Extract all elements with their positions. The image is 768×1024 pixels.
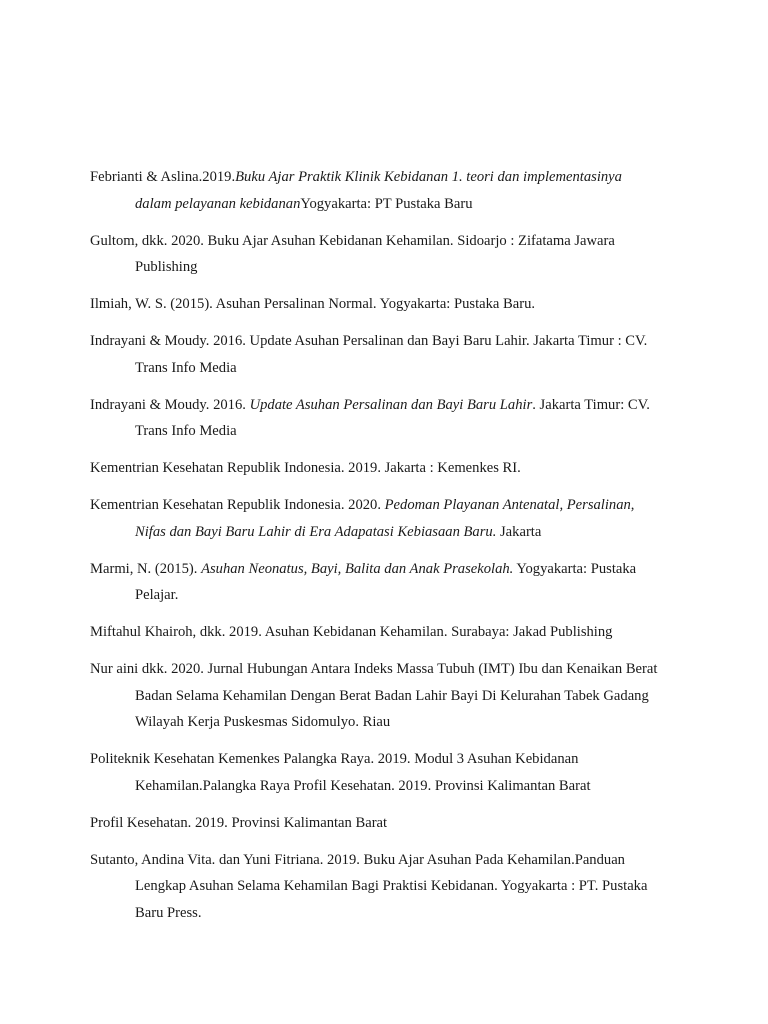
reference-entry — [90, 455, 690, 482]
reference-italic-text: dalam pelayanan kebidanan — [135, 195, 301, 212]
reference-entry — [90, 164, 690, 217]
reference-entry — [90, 656, 690, 736]
reference-continuation-line — [135, 709, 690, 736]
reference-entry — [90, 847, 690, 927]
reference-italic-text: Update Asuhan Persalinan dan Bayi Baru Lahir — [249, 396, 533, 413]
reference-continuation-line — [135, 900, 690, 927]
reference-entry — [90, 556, 690, 609]
reference-text: Indrayani & Moudy. 2016. — [90, 396, 250, 413]
reference-entry — [90, 746, 690, 799]
reference-first-line — [90, 619, 690, 646]
reference-continuation-line — [135, 582, 690, 609]
reference-first-line — [90, 392, 690, 419]
reference-first-line — [90, 492, 690, 519]
reference-first-line — [90, 291, 690, 318]
reference-italic-text: Nifas dan Bayi Baru Lahir di Era Adapatasi Kebiasaan Baru. — [135, 523, 497, 540]
reference-text: Miftahul Khairoh, dkk. 2019. Asuhan Kebidanan Kehamilan. Surabaya: Jakad Publishing — [90, 624, 613, 640]
reference-text: Kementrian Kesehatan Republik Indonesia. 2019. Jakarta : Kemenkes RI. — [90, 460, 521, 476]
reference-continuation-line — [135, 773, 690, 800]
reference-entry — [90, 492, 690, 545]
reference-text: Lengkap Asuhan Selama Kehamilan Bagi Praktisi Kebidanan. Yogyakarta : PT. Pustaka — [135, 878, 648, 894]
reference-text: . Jakarta Timur: CV. — [532, 396, 650, 413]
reference-text: Pelajar. — [135, 587, 179, 603]
reference-entry — [90, 810, 690, 837]
reference-text: Profil Kesehatan. 2019. Provinsi Kalimantan Barat — [90, 814, 388, 831]
reference-continuation-line — [135, 683, 690, 710]
reference-text: Baru Press. — [135, 904, 202, 921]
reference-continuation-line — [135, 191, 690, 218]
reference-text: Politeknik Kesehatan Kemenkes Palangka Raya. 2019. Modul 3 Asuhan Kebidanan — [90, 751, 579, 767]
reference-first-line — [90, 656, 690, 683]
reference-continuation-line — [135, 418, 690, 445]
reference-text: Trans Info Media — [135, 423, 237, 439]
reference-entry — [90, 392, 690, 445]
reference-first-line — [90, 164, 690, 191]
reference-continuation-line — [135, 254, 690, 281]
reference-text: Yogyakarta: Pustaka — [513, 560, 637, 577]
reference-first-line — [90, 328, 690, 355]
reference-text: Kehamilan.Palangka Raya Profil Kesehatan. 2019. Provinsi Kalimantan Barat — [135, 777, 591, 794]
reference-text: Trans Info Media — [135, 359, 237, 376]
reference-italic-text: Pedoman Playanan Antenatal, Persalinan, — [384, 497, 635, 513]
reference-entry — [90, 228, 690, 281]
reference-text: Publishing — [135, 259, 198, 275]
reference-text: Sutanto, Andina Vita. dan Yuni Fitriana. 2019. Buku Ajar Asuhan Pada Kehamilan.Panduan — [90, 851, 625, 868]
reference-italic-text: Buku Ajar Praktik Klinik Kebidanan 1. teori dan implementasinya — [235, 169, 622, 185]
reference-first-line — [90, 455, 690, 482]
reference-text: Wilayah Kerja Puskesmas Sidomulyo. Riau — [135, 714, 391, 730]
reference-text: Kementrian Kesehatan Republik Indonesia. 2020. — [90, 497, 385, 513]
reference-first-line — [90, 847, 690, 874]
reference-continuation-line — [135, 873, 690, 900]
reference-first-line — [90, 810, 690, 837]
reference-first-line — [90, 556, 690, 583]
reference-text: Badan Selama Kehamilan Dengan Berat Badan Lahir Bayi Di Kelurahan Tabek Gadang — [135, 687, 649, 704]
reference-entry — [90, 328, 690, 381]
reference-continuation-line — [135, 355, 690, 382]
reference-text: Febrianti & Aslina.2019. — [90, 169, 236, 185]
reference-italic-text: Asuhan Neonatus, Bayi, Balita dan Anak Prasekolah. — [201, 560, 514, 577]
reference-first-line — [90, 228, 690, 255]
reference-text: Indrayani & Moudy. 2016. Update Asuhan Persalinan dan Bayi Baru Lahir. Jakarta Timur : CV. — [90, 333, 648, 349]
reference-list — [90, 164, 690, 937]
reference-continuation-line — [135, 519, 690, 546]
reference-text: Marmi, N. (2015). — [90, 560, 202, 577]
reference-text: Jakarta — [496, 523, 542, 540]
reference-text: Nur aini dkk. 2020. Jurnal Hubungan Antara Indeks Massa Tubuh (IMT) Ibu dan Kenaikan Berat — [90, 661, 658, 677]
reference-entry — [90, 291, 690, 318]
reference-entry — [90, 619, 690, 646]
reference-text: Ilmiah, W. S. (2015). Asuhan Persalinan Normal. Yogyakarta: Pustaka Baru. — [90, 296, 536, 312]
reference-text: Yogyakarta: PT Pustaka Baru — [300, 195, 473, 212]
reference-text: Gultom, dkk. 2020. Buku Ajar Asuhan Kebidanan Kehamilan. Sidoarjo : Zifatama Jawara — [90, 232, 615, 249]
reference-first-line — [90, 746, 690, 773]
